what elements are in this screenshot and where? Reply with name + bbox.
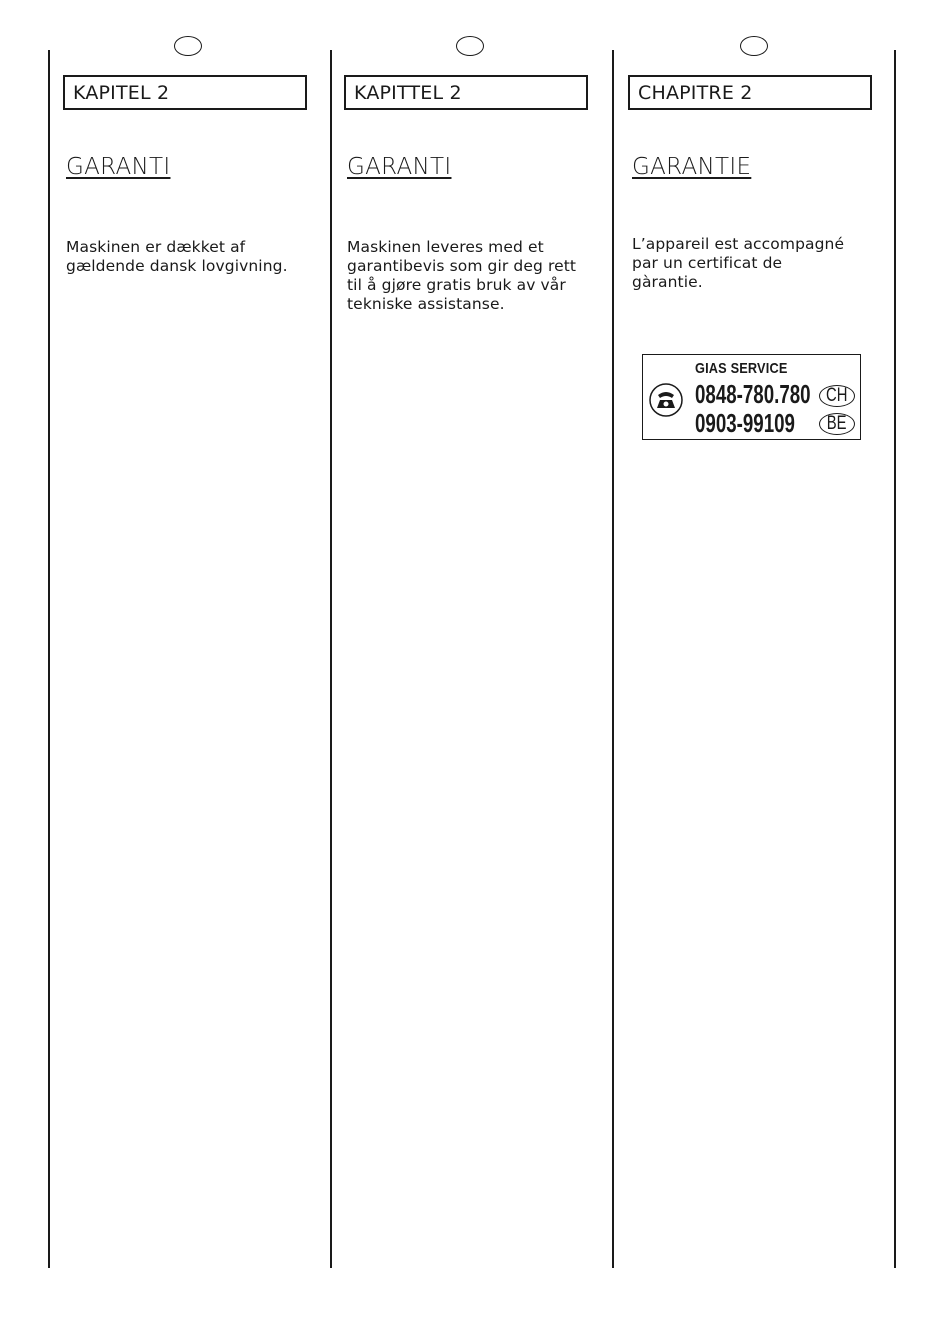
country-code-ch: CH: [826, 385, 848, 406]
chapter-heading-norwegian: KAPITTEL 2: [344, 75, 588, 110]
language-marker-danish: [174, 36, 202, 56]
column-divider-1: [330, 50, 332, 1268]
section-title-french: GARANTIE: [632, 154, 752, 180]
column-divider-2: [612, 50, 614, 1268]
country-code-be: BE: [827, 413, 847, 434]
chapter-heading-danish: KAPITEL 2: [63, 75, 307, 110]
body-text-french: L’appareil est accompagné par un certificat de gàrantie.: [632, 235, 845, 291]
section-title-norwegian: GARANTI: [347, 154, 452, 180]
section-title-danish: GARANTI: [66, 154, 171, 180]
language-marker-norwegian: [456, 36, 484, 56]
body-text-norwegian: Maskinen leveres med et garantibevis som gir deg rett til å gjøre gratis bruk av vår tekniske assistanse.: [347, 238, 577, 313]
phone-number-be: 0903-99109: [695, 408, 795, 438]
country-badge-be: [819, 413, 855, 435]
column-divider-right: [894, 50, 896, 1268]
language-marker-french: [740, 36, 768, 56]
telephone-icon: [649, 383, 683, 417]
country-badge-ch: [819, 385, 855, 407]
body-text-danish: Maskinen er dækket af gældende dansk lovgivning.: [66, 238, 288, 275]
column-divider-left: [48, 50, 50, 1268]
service-contact-box: [642, 354, 861, 440]
chapter-heading-french: CHAPITRE 2: [628, 75, 872, 110]
phone-number-ch: 0848-780.780: [695, 379, 811, 409]
service-title: GIAS SERVICE: [695, 360, 788, 377]
